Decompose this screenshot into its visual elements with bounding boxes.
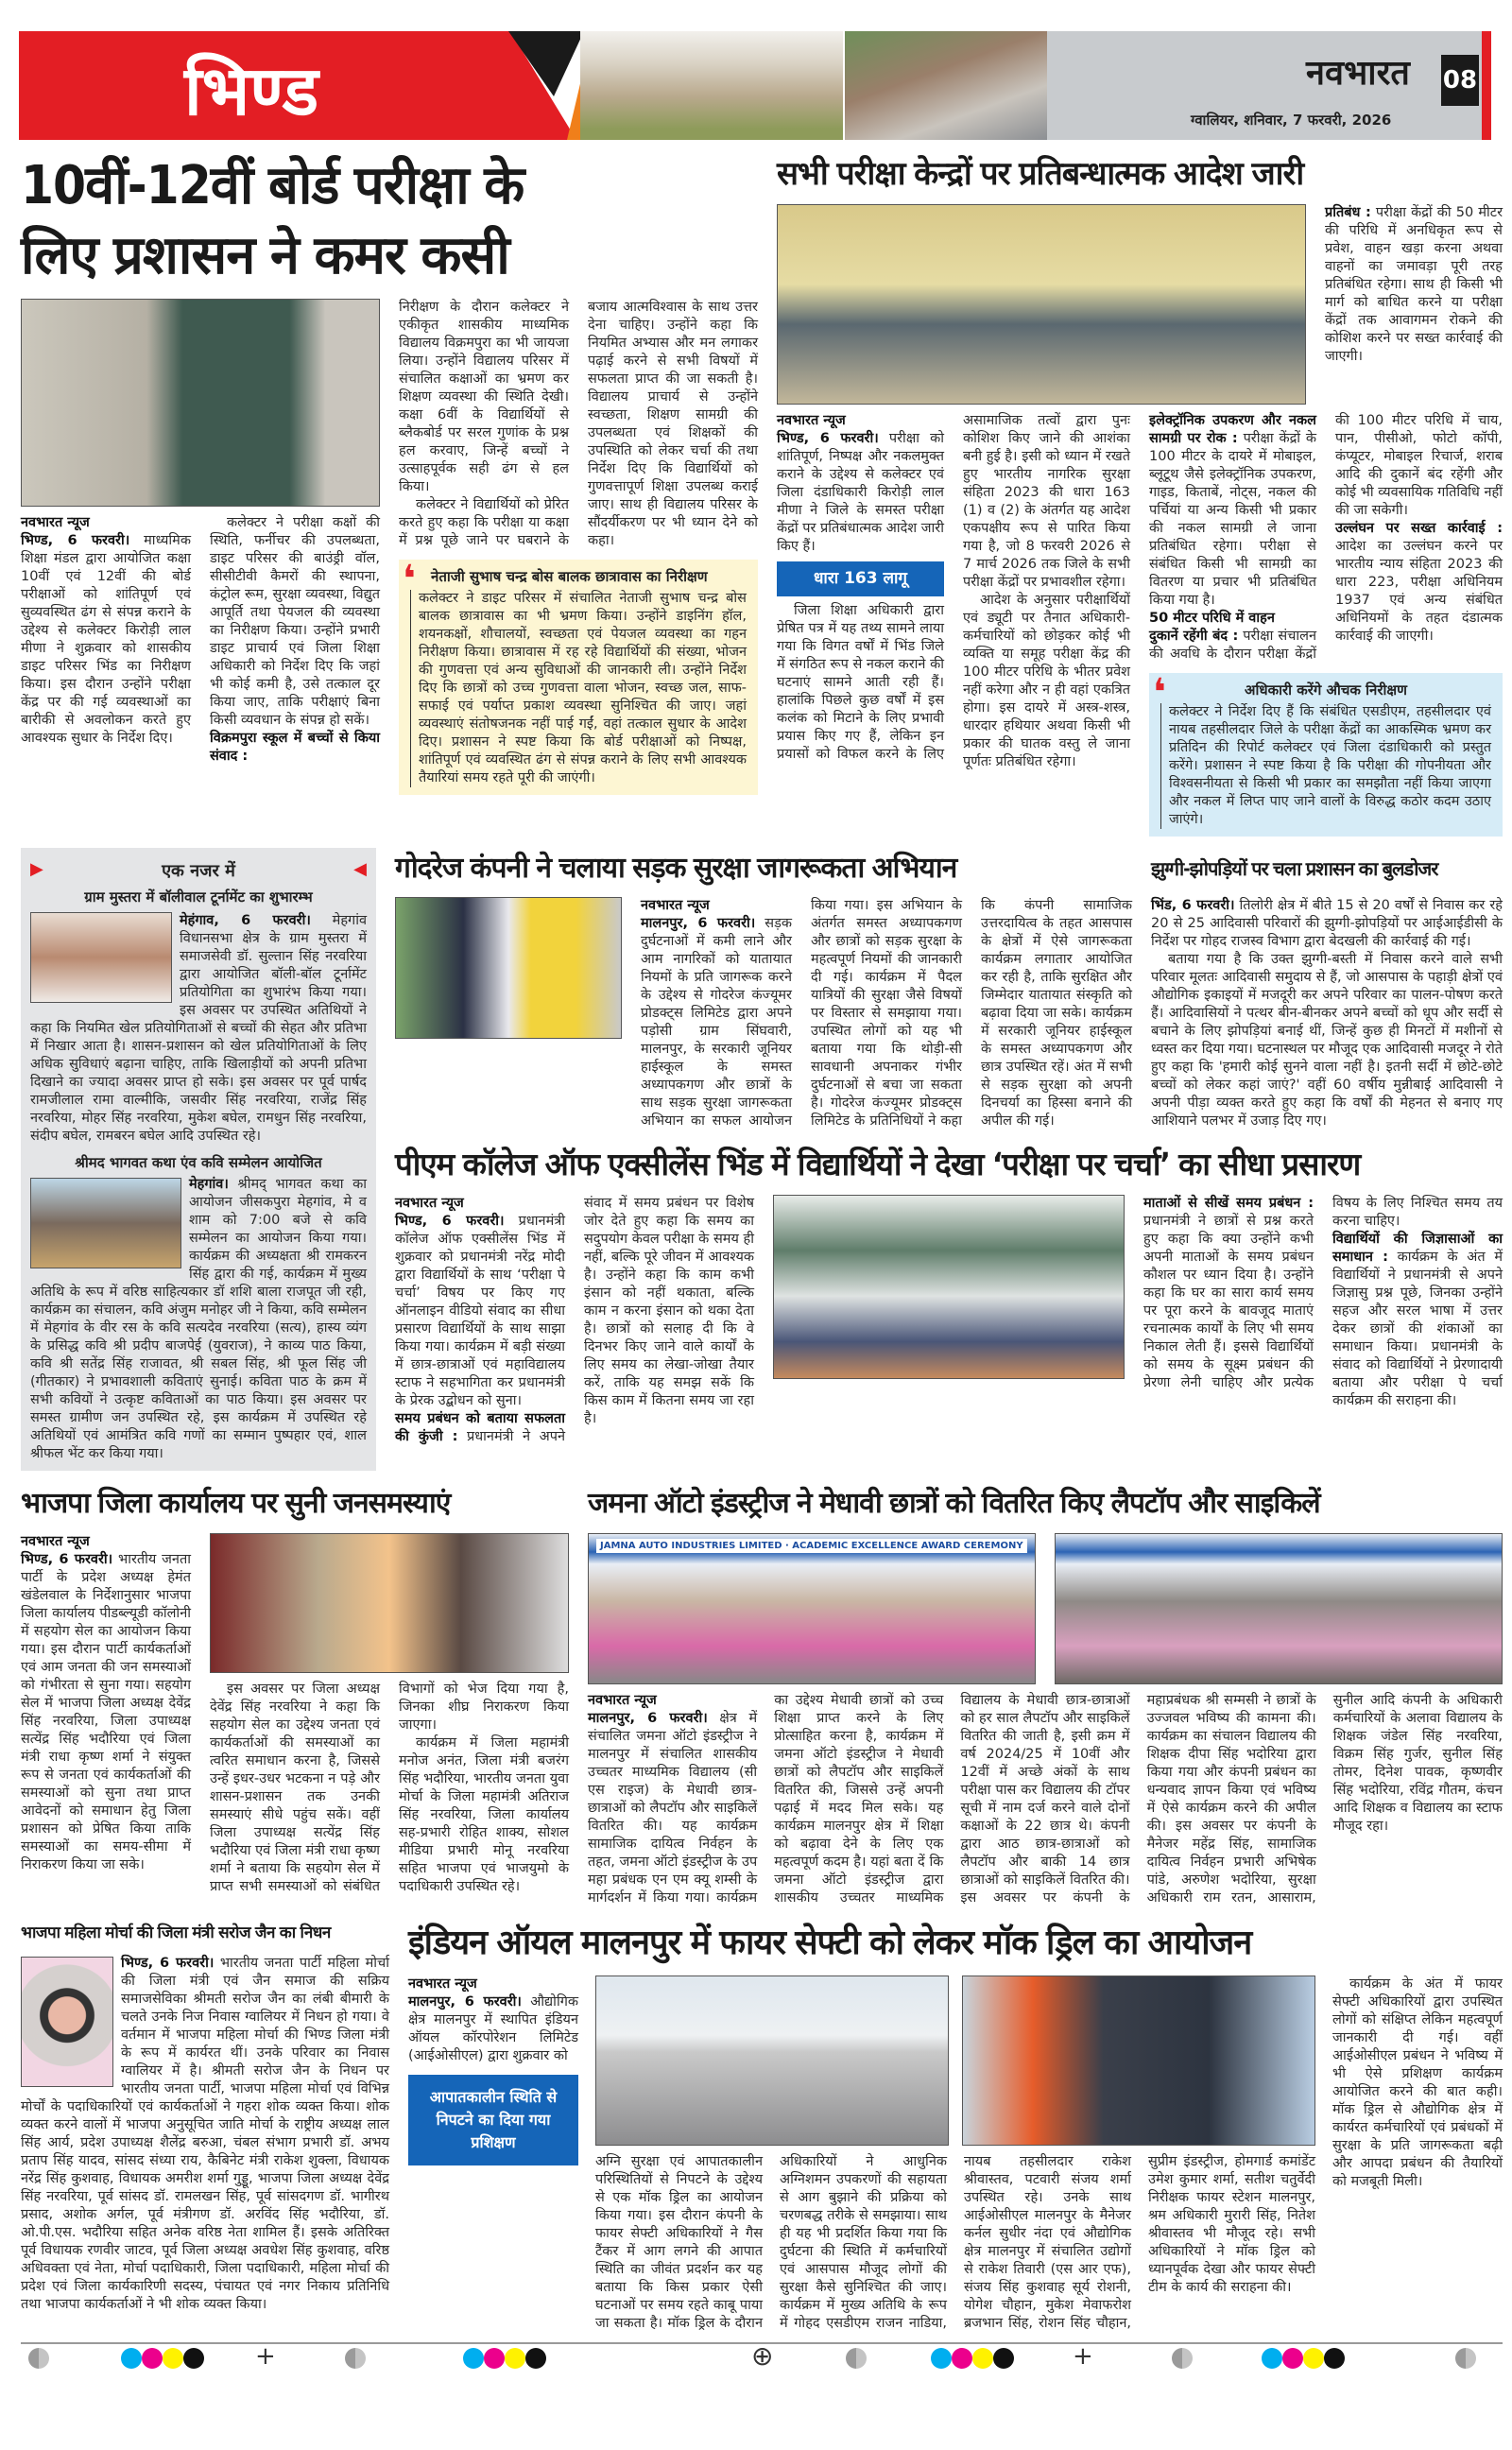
ioc-col-last: कार्यक्रम के अंत में फायर सेफ्टी अधिकारियों द्वारा उपस्थित लोगों को संक्षिप्त लेकिन महत्वपूर्ण जानकारी दी गई। वहीं आईओसीएल प्रबंधन ने भविष्य में भी ऐसे प्रशिक्षण कार्यक्रम आयोजित करने की बात कही। मॉक ड्रिल से औद्योगिक क्षेत्र में कार्यरत कर्मचारियों एवं प्रबंधकों में सुरक्षा के प्रति जागरूकता बढ़ी और आपदा प्रबंधन की तैयारियों को मजबूती मिली। xyxy=(1332,1976,1503,2189)
quote-icon: ❛ xyxy=(1153,671,1166,715)
crosshair-icon: + xyxy=(255,2342,276,2371)
surprise-inspection-box xyxy=(1149,673,1503,837)
bulldozer-story: भिंड, 6 फरवरी। तिलोरी क्षेत्र में बीते 15 से 20 वर्षों से निवास कर रहे 20 से 25 आदिवासी परिवारों की झुग्गी-झोपड़ियों पर आईआईडीसी के निर्देश पर गोहद राजस्व विभाग द्वारा बेदखली की कार्रवाई की गई। बताया गया है कि उक्त झुग्गी-बस्ती में निवास करने वाले सभी परिवार मूलतः आदिवासी समुदाय से हैं, जो आसपास के पहाड़ी क्षेत्रों एवं औद्योगिक इकाइयों में मजदूरी कर अपने परिवार का पालन-पोषण करते हैं। आदिवासियों ने पत्थर बीन-बीनकर अपने बच्चों को धूप और सर्दी से बचाने के लिए झोपड़ियां बनाई थीं, जिन्हें कुछ ही मिनटों में मशीनों से ध्वस्त कर दिया गया। घटनास्थल पर मौजूद एक आदिवासी मजदूर ने रोते हुए कहा कि 'हमारी कोई सुनने वाला नहीं है। इतनी सर्दी में छोटे-छोटे बच्चों को लेकर कहां जाएं?' वहीं 60 वर्षीय मुन्नीबाई आदिवासी ने अपनी पीड़ा व्यक्त करते हुए कहा कि वर्षों की मेहनत से बनाए गए आशियाने पलभर में उजाड़ दिए गए। xyxy=(1151,898,1503,1129)
bhagwat-story: मेहगांव। श्रीमद् भागवत कथा का आयोजन जीसकपुरा मेहगांव, मे व शाम को 7:00 बजे से कवि सम्मेलन का आयोजन किया गया। कार्यक्रम की अध्यक्षता श्री रामकरन सिंह द्वारा की गई, कार्यक्रम में मुख्य अतिथि के रूप में वरिष्ठ साहित्यकार डॉ शशि बाला राजपूत जी रही, कार्यक्रम का संचालन, कवि अंजुम मनोहर जी ने किया, कवि सम्मेलन में मेहगांव के वीर रस के कवि सत्यदेव नरवरिया (सत्य), हास्य व्यंग के प्रसिद्ध कवि श्री प्रदीप बाजपेई (युवराज), ने काव्य पाठ किया, कवि श्री सतेंद्र सिंह राजावत, श्री सबल सिंह, श्री फूल सिंह जी (गीतकार) ने प्रभावशाली कविताएं सुनाई। कविता पाठ के क्रम में सभी कवियों ने उत्कृष्ट कविताओं का पाठ किया। इस अवसर पर समस्त ग्रामीण जन उपस्थित रहे, इस कार्यक्रम में उपस्थित रहे अतिथियों एवं आमंत्रित कवि गणों का सम्मान पुष्पहार एवं, शाल श्रीफल भेंट कर किया गया। xyxy=(30,1177,367,1461)
article-bjp-office xyxy=(21,1482,569,1896)
section-163-box: धारा 163 लागू xyxy=(777,561,944,596)
article-pariksha-pe-charcha xyxy=(395,1142,1503,1446)
triangle-right-icon: ▶ xyxy=(30,859,43,879)
row-bottom xyxy=(0,1919,1512,2333)
road-safety-photo xyxy=(395,897,622,1039)
headline-bjp-office: भाजपा जिला कार्यालय पर सुनी जनसमस्याएं xyxy=(21,1487,451,1520)
black-dot xyxy=(525,2348,546,2369)
newspaper-name: नवभारत xyxy=(1306,54,1410,93)
emergency-training-box: आपातकालीन स्थिति से निपटने का दिया गया प्रशिक्षण xyxy=(408,2075,578,2165)
saroj-jain-story: भिण्ड, 6 फरवरी। भारतीय जनता पार्टी महिला मोर्चा की जिला मंत्री एवं जैन समाज की सक्रिय समाजसेविका श्रीमती सरोज जैन का लंबी बीमारी के चलते उनके निज निवास ग्वालियर में निधन हो गया। वे वर्तमान में भाजपा महिला मोर्चा की भिण्ड जिला मंत्री के रूप में कार्यरत थीं। उनके परिवार का निवास ग्वालियर में है। श्रीमती सरोज जैन के निधन पर भारतीय जनता पार्टी, भाजपा महिला मोर्चा एवं विभिन्न मोर्चों के पदाधिकारियों एवं कार्यकर्ताओं ने गहरा शोक व्यक्त किया। शोक व्यक्त करने वालों में भाजपा अनुसूचित जाति मोर्चा के राष्ट्रीय अध्यक्ष लाल सिंह आर्य, प्रदेश उपाध्यक्ष शैलेंद्र बरुआ, चंबल संभाग प्रभारी डॉ. अभय प्रताप सिंह यादव, सांसद संध्या राय, कैबिनेट मंत्री राकेश शुक्ला, विधायक नरेंद्र सिंह कुशवाह, विधायक अमरीश शर्मा गुड्डू, भाजपा जिला अध्यक्ष देवेंद्र सिंह नरवरिया, पूर्व सांसद डॉ. रामलखन सिंह, पूर्व सांसदगण डॉ. भागीरथ प्रसाद, अशोक अर्गल, पूर्व मंत्रीगण डॉ. अरविंद सिंह भदौरिया, डॉ. ओ.पी.एस. भदौरिया सहित अनेक वरिष्ठ नेता शामिल हैं। इसके अतिरिक्त पूर्व विधायक रणवीर जाटव, पूर्व जिला अध्यक्ष अवधेश सिंह कुशवाह, वरिष्ठ अधिवक्ता एवं नेता, मोर्चा पदाधिकारी, जिला पदाधिकारी, महिला मोर्चा की प्रदेश एवं जिला कार्यकारिणी सदस्य, पंचायत एवं नगर निकाय प्रतिनिधि तथा भाजपा कार्यकर्ताओं ने भी शोक व्यक्त किया। xyxy=(21,1956,389,2312)
live-broadcast-photo xyxy=(773,1195,1125,1379)
article-indian-oil xyxy=(408,1919,1503,2333)
magenta-dot xyxy=(484,2348,505,2369)
black-dot xyxy=(993,2348,1014,2369)
laptop-distribution-photo xyxy=(1055,1533,1503,1684)
section-title: भिण्ड xyxy=(184,51,318,130)
row-middle xyxy=(0,848,1512,1471)
yellow-dot xyxy=(1303,2348,1324,2369)
award-banner-text: JAMNA AUTO INDUSTRIES LIMITED · ACADEMIC EXCELLENCE AWARD CEREMONY xyxy=(596,1539,1027,1553)
ioc-story: अग्नि सुरक्षा एवं आपातकालीन परिस्थितियों से निपटने के उद्देश्य से एक मॉक ड्रिल का आयोजन किया गया। इस दौरान कंपनी के फायर सेफ्टी अधिकारियों ने गैस टैंकर में आग लगने की आपात स्थिति का जीवंत प्रदर्शन कर यह बताया कि किस प्रकार ऐसी घटनाओं पर समय रहते काबू पाया जा सकता है। मॉक ड्रिल के दौरान अधिकारियों ने आधुनिक अग्निशमन उपकरणों की सहायता से आग बुझाने की प्रक्रिया को चरणबद्ध तरीके से समझाया। साथ ही यह भी प्रदर्शित किया गया कि दुर्घटना की स्थिति में कर्मचारियों एवं आसपास मौजूद लोगों की सुरक्षा कैसे सुनिश्चित की जाए। कार्यक्रम में मुख्य अतिथि के रूप में गोहद एसडीएम राजन नाडिया, नायब तहसीलदार राकेश श्रीवास्तव, पटवारी संजय शर्मा उपस्थित रहे। उनके साथ आईओसीएल मालनपुर के मैनेजर कर्नल सुधीर नंदा एवं औद्योगिक क्षेत्र मालनपुर में संचालित उद्योगों से राकेश तिवारी (एस आर एफ), संजय सिंह कुशवाह सूर्य रोशनी, योगेश चौहान, मुकेश मेवाफरोश ब्रजभान सिंह, रोशन सिंह चौहान, सुप्रीम इंडस्ट्रीज, होमगार्ड कमांडेंट उमेश कुमार शर्मा, सतीश चतुर्वेदी निरीक्षक फायर स्टेशन मालनपुर, श्रम अधिकारी मुरारी सिंह, नितेश श्रीवास्तव भी मौजूद रहे। सभी अधिकारियों ने मॉक ड्रिल को ध्यानपूर्वक देखा और फायर सेफ्टी टीम के कार्य की सराहना की। xyxy=(595,2154,1315,2331)
officials-lineup-photo xyxy=(962,1976,1315,2146)
cycle-distribution-photo xyxy=(588,1533,1036,1684)
hostel-inspection-box xyxy=(399,560,758,795)
article-prohibitory-lower: इलेक्ट्रॉनिक उपकरण और नकल सामग्री पर रोक : परीक्षा केंद्रों के 100 मीटर के दायरे में मोबाइल, ब्लूटूथ जैसे इलेक्ट्रॉनिक उपकरण, गाइड, किताबें, नोट्स, नकल की पर्चियां या अन्य किसी भी प्रकार की नकल सामग्री ले जाना प्रतिबंधित रहेगा। परीक्षा से संबंधित किसी भी सामग्री का वितरण या प्रचार भी प्रतिबंधित किया गया है। 50 मीटर परिधि में वाहन दुकानें रहेंगी बंद : परीक्षा संचालन की अवधि के दौरान परीक्षा केंद्रों की 100 मीटर परिधि में चाय, पान, पीसीओ, फोटो कॉपी, कंप्यूटर, मोबाइल रिचार्ज, शराब आदि की दुकानें बंद रहेंगी और कोई भी व्यवसायिक गतिविधि नहीं की जा सकेगी। उल्लंघन पर सख्त कार्रवाई : आदेश का उल्लंघन करने पर भारतीय न्याय संहिता 2023 की धारा 223, परीक्षा अधिनियम 1937 एवं अन्य संबंधित अधिनियमों के तहत दंडात्मक कार्रवाई की जाएगी। xyxy=(1149,413,1503,662)
bjp-col-1: नवभारत न्यूज भिण्ड, 6 फरवरी। भारतीय जनता पार्टी के प्रदेश अध्यक्ष हेमंत खंडेलवाल के निर्देशानुसार भाजपा जिला कार्यालय पीडब्ल्यूडी कॉलोनी में सहयोग सेल का आयोजन किया गया। इस दौरान पार्टी कार्यकर्ताओं एवं आम जनता की जन समस्याओं को गंभीरता से सुना गया। सहयोग सेल में भाजपा जिला अध्यक्ष देवेंद्र सिंह नरवरिया, जिला उपाध्यक्ष सत्येंद्र सिंह भदौरिया एवं जिला मंत्री राधा कृष्ण शर्मा ने संयुक्त रूप से जनता एवं कार्यकर्ताओं की समस्याओं को सुना तथा प्राप्त आवेदनों को समाधान हेतु जिला प्रशासन को प्रेषित किया ताकि समस्याओं का समय-सीमा में निराकरण किया जा सके। xyxy=(21,1534,191,1872)
article-prohibitory-order xyxy=(777,151,1503,837)
officials-photo xyxy=(777,204,1306,405)
saroj-jain-portrait xyxy=(21,1957,113,2087)
headline-bulldozer: झुग्गी-झोपड़ियों पर चला प्रशासन का बुलडोजर xyxy=(1151,857,1438,880)
article-jamna-auto xyxy=(588,1482,1503,1907)
article-prohibitory-side: प्रतिबंध : परीक्षा केंद्रों की 50 मीटर की परिधि में अनधिकृत रूप से प्रवेश, वाहन खड़ा करना अथवा वाहनों का जमावड़ा पूरी तरह प्रतिबंधित रहेगा। साथ ही किसी भी मार्ग को बाधित करने या परीक्षा केंद्रों तक आवागमन रोकने की कोशिश करने पर सख्त कार्रवाई की जाएगी। xyxy=(1325,205,1503,364)
bhagwat-title: श्रीमद भागवत कथा एंव कवि सम्मेलन आयोजित xyxy=(75,1154,322,1171)
headline-saroj-jain: भाजपा महिला मोर्चा की जिला मंत्री सरोज जैन का निधन xyxy=(21,1924,331,1942)
cyan-dot xyxy=(121,2348,142,2369)
jamna-story: नवभारत न्यूज मालनपुर, 6 फरवरी। क्षेत्र में संचालित जमना ऑटो इंडस्ट्रीज ने मालनपुर में संचालित शासकीय उच्चतर माध्यमिक विद्यालय (सी एस राइज) के मेधावी छात्र-छात्राओं को लैपटॉप और साइकिलें वितरित की। यह कार्यक्रम सामाजिक दायित्व निर्वहन के तहत, जमना ऑटो इंडस्ट्रीज के उप महा प्रबंधक एन एम क्यू शम्सी के मार्गदर्शन में किया गया। कार्यक्रम का उद्देश्य मेधावी छात्रों को उच्च शिक्षा प्राप्त करने के लिए प्रोत्साहित करना है, कार्यक्रम में जमना ऑटो इंडस्ट्रीज ने मेधावी छात्रों को लैपटॉप और साइकिलें वितरित की, जिससे उन्हें अपनी पढ़ाई में मदद मिल सके। यह कार्यक्रम मालनपुर क्षेत्र में शिक्षा को बढ़ावा देने के लिए एक महत्वपूर्ण कदम है। यहां बता दें कि जमना ऑटो इंडस्ट्रीज द्वारा शासकीय उच्चतर माध्यमिक विद्यालय के मेधावी छात्र-छात्राओं को हर साल लैपटॉप और साइकिलें वितरित की जाती है, इसी क्रम में वर्ष 2024/25 में 10वीं और 12वीं में अच्छे अंकों के साथ परीक्षा पास कर विद्यालय की टॉपर सूची में नाम दर्ज करने वाले दोनों कक्षाओं के 22 छात्र थे। कंपनी द्वारा आठ छात्र-छात्राओं को लैपटॉप और बाकी 14 छात्र छात्राओं को साइकिलें वितरित की। इस अवसर पर कंपनी के महाप्रबंधक श्री सम्मसी ने छात्रों के उज्जवल भविष्य की कामना की। कार्यक्रम का संचालन विद्यालय की शिक्षक दीपा सिंह भदोरिया द्वारा किया गया और कंपनी प्रबंधन का धन्यवाद ज्ञापन किया एवं भविष्य में ऐसे कार्यक्रम करने की अपील की। इस अवसर पर कंपनी के मैनेजर महेंद्र सिंह, सामाजिक दायित्व निर्वहन प्रभारी अभिषेक पांडे, अरुणेश भदोरिया, सुरक्षा अधिकारी राम रतन, आसाराम, सुनील आदि कंपनी के अधिकारी कर्मचारियों के अलावा विद्यालय के शिक्षक जंडेल सिंह नरवरिया, विक्रम सिंह गुर्जर, सुनील सिंह तोमर, दिनेश पावक, कृष्णवीर सिंह भदोरिया, रविंद्र गौतम, कंचन आदि शिक्षक व विद्यालय का स्टाफ मौजूद रहा। xyxy=(588,1693,1503,1906)
cyan-dot xyxy=(1262,2348,1282,2369)
quote-icon: ❛ xyxy=(403,558,416,601)
magenta-dot xyxy=(952,2348,972,2369)
hostel-box-text: कलेक्टर ने डाइट परिसर में संचालित नेताजी सुभाष चन्द्र बोस बालक छात्रावास का भी भ्रमण किया। उन्होंने डाइनिंग हॉल, शयनकक्षों, शौचालयों, स्वच्छता एवं पेयजल व्यवस्था का गहन निरीक्षण किया। छात्रावास में रह रहे विद्यार्थियों की संख्या, भोजन की गुणवत्ता एवं अन्य सुविधाओं की जानकारी ली। उन्होंने निर्देश दिए कि छात्रों को उच्च गुणवत्ता वाला भोजन, स्वच्छ जल, साफ-सफाई एवं पर्याप्त प्रकाश व्यवस्था सुनिश्चित की जाए। जहां व्यवस्थाएं संतोषजनक नहीं पाई गईं, वहां तत्काल सुधार के आदेश दिए। प्रशासन ने स्पष्ट किया कि बोर्ड परीक्षाओं को निष्पक्ष, शांतिपूर्ण एवं व्यवस्थित ढंग से संपन्न कराने के लिए सभी आवश्यक तैयारियां समय रहते पूरी की जाएंगी। xyxy=(410,590,747,787)
masthead xyxy=(19,31,1493,140)
grey-dot xyxy=(28,2348,49,2369)
inspection-box-text: कलेक्टर ने निर्देश दिए हैं कि संबंधित एसडीएम, तहसीलदार एवं नायब तहसीलदार जिले के परीक्षा केंद्रों का आकस्मिक भ्रमण कर प्रतिदिन की रिपोर्ट कलेक्टर एवं जिला दंडाधिकारी को प्रस्तुत करेंगे। प्रशासन ने स्पष्ट किया है कि परीक्षा की गोपनीयता और विश्वसनीयता से किसी भी प्रकार का समझौता नहीं किया जाएगा और नकल में लिप्त पाए जाने वालों के विरुद्ध कठोर कदम उठाए जाएंगे। xyxy=(1160,703,1491,829)
dateline: ग्वालियर, शनिवार, 7 फरवरी, 2026 xyxy=(1191,112,1392,129)
red-edge xyxy=(1482,31,1491,140)
headline-jamna-auto: जमना ऑटो इंडस्ट्रीज ने मेधावी छात्रों को वितरित किए लैपटॉप और साइकिलें xyxy=(588,1487,1320,1520)
row-lower xyxy=(0,1482,1512,1907)
headline-indian-oil: इंडियन ऑयल मालनपुर में फायर सेफ्टी को लेकर मॉक ड्रिल का आयोजन xyxy=(408,1924,1252,1962)
row-top xyxy=(0,151,1512,837)
triangle-left-icon: ◀ xyxy=(353,859,367,879)
cyan-dot xyxy=(931,2348,952,2369)
headline-prohibitory-order: सभी परीक्षा केन्द्रों पर प्रतिबन्धात्मक आदेश जारी xyxy=(777,155,1304,193)
classroom-photo xyxy=(21,299,380,507)
yellow-dot xyxy=(163,2348,183,2369)
headline-pariksha-pe-charcha: पीएम कॉलेज ऑफ एक्सीलेंस भिंड में विद्यार्थियों ने देखा ‘परीक्षा पर चर्चा’ का सीधा प्रसारण xyxy=(395,1146,1361,1182)
article-board-exam-cols-b: निरीक्षण के दौरान कलेक्टर ने एकीकृत शासकीय माध्यमिक विद्यालय विक्रमपुरा का भी जायजा लिया। उन्होंने विद्यालय परिसर में संचालित कक्षाओं का भ्रमण कर शिक्षण व्यवस्था की स्थिति देखी। कक्षा 6वीं के विद्यार्थियों से ब्लैकबोर्ड पर सरल गुणांक के प्रश्न हल करवाए, जिन्हें बच्चों ने उत्साहपूर्वक सही ढंग से हल किया। कलेक्टर ने विद्यार्थियों को प्रेरित करते हुए कहा कि परीक्षा या कक्षा में प्रश्न पूछे जाने पर घबराने के बजाय आत्मविश्वास के साथ उत्तर देना चाहिए। उन्होंने कहा कि नियमित अभ्यास और मन लगाकर पढ़ाई करने से सभी विषयों में सफलता प्राप्त की जा सकती है। विद्यालय प्राचार्य से उन्होंने स्वच्छता, शिक्षण सामग्री की उपलब्धता एवं शिक्षकों की उपस्थिति को लेकर चर्चा की तथा निर्देश दिए कि विद्यार्थियों को गुणवत्तापूर्ण शिक्षा उपलब्ध कराई जाए। साथ ही विद्यालय परिसर के सौंदर्यीकरण पर भी ध्यान देने को कहा। xyxy=(399,300,758,548)
bjp-meeting-photo xyxy=(210,1533,569,1673)
fort-photo xyxy=(580,31,843,140)
yellow-dot xyxy=(972,2348,993,2369)
page-number: 08 xyxy=(1441,55,1479,106)
hostel-box-title: नेताजी सुभाष चन्द्र बोस बालक छात्रावास का निरीक्षण xyxy=(431,568,708,585)
headline-board-exam: 10वीं-12वीं बोर्ड परीक्षा के लिए प्रशासन ने कमर कसी xyxy=(21,155,524,286)
yellow-dot xyxy=(505,2348,525,2369)
article-godrej xyxy=(395,848,1132,1130)
volleyball-story: मेहंगाव, 6 फरवरी। मेहगांव विधानसभा क्षेत्र के ग्राम मुस्तरा में समाजसेवी डॉ. सुल्तान सिंह नरवरिया द्वारा आयोजित बॉली-बॉल टूर्नामेंट प्रतियोगिता का शुभारंभ किया गया। इस अवसर पर उपस्थित अतिथियों ने कहा कि नियमित खेल प्रतियोगिताओं से बच्चों की सेहत और प्रतिभा में निखार आता है। शासन-प्रशासन को खेल प्रतियोगिताओं के लिए अधिक सुविधाएं बढ़ाना चाहिए, ताकि खिलाड़ीयों को अपनी प्रतिभा दिखाने का ज्यादा अवसर प्राप्त हो सके। इस अवसर पर पूर्व पार्षद रामजीलाल रामा वाल्मीकि, जसवीर सिंह नरवरिया, राजेंद्र सिंह नरवरिया, मोहर सिंह नरवरिया, मुकेश बघेल, रामधुन सिंह नरवरिया, संदीप बघेल, रामबरन बघेल आदि उपस्थित रहे। xyxy=(30,913,368,1144)
grey-dot xyxy=(846,2348,867,2369)
pm-cols-left: नवभारत न्यूज भिण्ड, 6 फरवरी। प्रधानमंत्री कॉलेज ऑफ एक्सीलेंस भिंड में शुक्रवार को प्रधानमंत्री नरेंद्र मोदी द्वारा विद्यार्थियों के साथ ‘परीक्षा पे चर्चा’ विषय पर किए गए ऑनलाइन वीडियो संवाद का सीधा प्रसारण विद्यार्थियों के साथ साझा किया गया। कार्यक्रम में बड़ी संख्या में छात्र-छात्राओं एवं महाविद्यालय स्टाफ ने सहभागिता कर प्रधानमंत्री के प्रेरक उद्बोधन को सुना। समय प्रबंधन को बताया सफलता की कुंजी : प्रधानमंत्री ने अपने संवाद में समय प्रबंधन पर विशेष जोर देते हुए कहा कि समय का सदुपयोग केवल परीक्षा के समय ही नहीं, बल्कि पूरे जीवन में आवश्यक है। उन्होंने कहा कि काम कभी इंसान को नहीं थकाता, बल्कि काम न करना इंसान को थका देता है। छात्रों को सलाह दी कि वे दिनभर किए जाने वाले कार्यों के लिए समय का लेखा-जोखा तैयार करें, ताकि यह समझ सकें कि किस काम में कितना समय जा रहा है। xyxy=(395,1196,754,1444)
article-bulldozer xyxy=(1151,848,1503,1130)
volleyball-title: ग्राम मुस्तरा में बॉलीवाल टूर्नामेंट का शुभारम्भ xyxy=(84,889,313,906)
volleyball-photo xyxy=(30,912,172,1003)
at-a-glance-panel xyxy=(21,848,376,1471)
kavi-sammelan-photo xyxy=(30,1178,181,1268)
godrej-story: नवभारत न्यूज मालनपुर, 6 फरवरी। सड़क दुर्घटनाओं में कमी लाने और आम नागरिकों को यातायात नियमों के प्रति जागरूक करने के उद्देश्य से गोदरेज कंज्यूमर प्रोडक्ट्स लिमिटेड द्वारा अपने पड़ोसी ग्राम सिंघवारी, मालनपुर, के सरकारी जूनियर हाईस्कूल के समस्त अध्यापकगण और छात्रों के साथ सड़क सुरक्षा जागरूकता अभियान का सफल आयोजन किया गया। इस अभियान के अंतर्गत समस्त अध्यापकगण और छात्रों को सड़क सुरक्षा के महत्वपूर्ण नियमों की जानकारी दी गई। कार्यक्रम में पैदल यात्रियों की सुरक्षा जैसे विषयों पर विस्तार से समझाया गया। उपस्थित लोगों को यह भी बताया गया कि थोड़ी-सी सावधानी अपनाकर गंभीर दुर्घटनाओं से बचा जा सकता है। गोदरेज कंज्यूमर प्रोडक्ट्स लिमिटेड के प्रतिनिधियों ने कहा कि कंपनी सामाजिक उत्तरदायित्व के तहत आसपास के क्षेत्रों में ऐसे जागरूकता कार्यक्रम लगातार आयोजित कर रही है, ताकि सुरक्षित और जिम्मेदार यातायात संस्कृति को बढ़ावा दिया जा सके। कार्यक्रम में सरकारी जूनियर हाईस्कूल के समस्त अध्यापकगण और छात्र उपस्थित रहें। अंत में सभी से सड़क सुरक्षा को अपनी दिनचर्या का हिस्सा बनाने की अपील की गई। xyxy=(641,898,1132,1129)
target-icon: ⊕ xyxy=(751,2340,774,2372)
inspection-box-title: अधिकारी करेंगे औचक निरीक्षण xyxy=(1245,682,1407,699)
grey-dot xyxy=(345,2348,366,2369)
article-prohibitory-body: नवभारत न्यूज भिण्ड, 6 फरवरी। परीक्षा को शांतिपूर्ण, निष्पक्ष और नकलमुक्त कराने के उद्देश्य से कलेक्टर एवं जिला दंडाधिकारी किरोड़ी लाल मीणा ने जिले के समस्त परीक्षा केंद्रों पर प्रतिबंधात्मक आदेश जारी किए हैं। धारा 163 लागू जिला शिक्षा अधिकारी द्वारा प्रेषित पत्र में यह तथ्य सामने लाया गया कि विगत वर्षों में भिंड जिले में संगठित रूप से नकल कराने की घटनाएं सामने आती रही हैं। हालांकि पिछले कुछ वर्षों में इस कलंक को मिटाने के लिए प्रभावी प्रयास किए गए हैं, लेकिन इन प्रयासों को विफल करने के लिए असामाजिक तत्वों द्वारा पुनः कोशिश किए जाने की आशंका बनी हुई है। इसी को ध्यान में रखते हुए भारतीय नागरिक सुरक्षा संहिता 2023 की धारा 163 (1) व (2) के अंतर्गत यह आदेश एकपक्षीय रूप से पारित किया गया है, जो 8 फरवरी 2026 से 7 मार्च 2026 तक जिले के सभी परीक्षा केंद्रों पर प्रभावशील रहेगा। आदेश के अनुसार परीक्षार्थियों एवं ड्यूटी पर तैनात अधिकारी-कर्मचारियों को छोड़कर कोई भी व्यक्ति या समूह परीक्षा केंद्र की 100 मीटर परिधि के भीतर प्रवेश नहीं करेगा और न ही वहां एकत्रित होगा। इस दायरे में अस्त्र-शस्त्र, धारदार हथियार अथवा किसी भी प्रकार की घातक वस्तु ले जाना पूर्णतः प्रतिबंधित रहेगा। xyxy=(777,413,1130,769)
article-saroj-jain xyxy=(21,1919,389,2314)
crosshair-icon: + xyxy=(1073,2342,1093,2371)
article-board-exam-cols-a: नवभारत न्यूज भिण्ड, 6 फरवरी। माध्यमिक शिक्षा मंडल द्वारा आयोजित कक्षा 10वीं एवं 12वीं की बोर्ड परीक्षाओं को शांतिपूर्ण एवं सुव्यवस्थित ढंग से संपन्न कराने के उद्देश्य से कलेक्टर किरोड़ी लाल मीणा ने शुक्रवार को शासकीय डाइट परिसर भिंड का निरीक्षण किया। इस दौरान उन्होंने परीक्षा केंद्र पर की गई व्यवस्थाओं का बारीकी से अवलोकन करते हुए आवश्यक सुधार के निर्देश दिए। कलेक्टर ने परीक्षा कक्षों की स्थिति, फर्नीचर की उपलब्धता, डाइट परिसर की बाउंड्री वॉल, सीसीटीवी कैमरों की स्थापना, कंट्रोल रूम, सुरक्षा व्यवस्था, विद्युत आपूर्ति तथा पेयजल की व्यवस्था का निरीक्षण किया। उन्होंने प्रभारी डाइट प्राचार्य एवं जिला शिक्षा अधिकारी को निर्देश दिए कि जहां भी कोई कमी है, उसे तत्काल दूर किया जाए, ताकि परीक्षाएं बिना किसी व्यवधान के संपन्न हो सकें। विक्रमपुरा स्कूल में बच्चों से किया संवाद : xyxy=(21,515,380,764)
black-dot xyxy=(1324,2348,1345,2369)
grey-dot xyxy=(1172,2348,1193,2369)
headline-godrej: गोदरेज कंपनी ने चलाया सड़क सुरक्षा जागरूकता अभियान xyxy=(395,852,957,885)
grey-dot xyxy=(1455,2348,1476,2369)
article-board-exam xyxy=(21,151,758,795)
bjp-cols-rest: इस अवसर पर जिला अध्यक्ष देवेंद्र सिंह नरवरिया ने कहा कि सहयोग सेल का उद्देश्य जनता एवं कार्यकर्ताओं की समस्याओं का त्वरित समाधान करना है, जिससे उन्हें इधर-उधर भटकना न पड़े और शासन-प्रशासन तक उनकी समस्याएं सीधे पहुंच सकें। वहीं जिला उपाध्यक्ष सत्येंद्र सिंह भदौरिया एवं जिला मंत्री राधा कृष्ण शर्मा ने बताया कि सहयोग सेल में प्राप्त सभी समस्याओं को संबंधित विभागों को भेज दिया गया है, जिनका शीघ्र निराकरण किया जाएगा। कार्यक्रम में जिला महामंत्री मनोज अनंत, जिला मंत्री बजरंग सिंह भदौरिया, भारतीय जनता युवा मोर्चा के जिला महामंत्री अतिराज सिंह नरवरिया, जिला कार्यालय सह-प्रभारी रोहित शाक्य, सोशल मीडिया प्रभारी मोनू नरवरिया सहित भाजपा एवं भाजयुमो के पदाधिकारी उपस्थित रहे। xyxy=(210,1682,569,1894)
pm-cols-right: माताओं से सीखें समय प्रबंधन : प्रधानमंत्री ने छात्रों से प्रश्न करते हुए कहा कि क्या उन्होंने कभी अपनी माताओं के समय प्रबंधन कौशल पर ध्यान दिया है। उन्होंने कहा कि घर का सारा कार्य समय पर पूरा करने के बावजूद माताएं रचनात्मक कार्यों के लिए भी समय निकाल लेती हैं। इससे विद्यार्थियों को समय के सूक्ष्म प्रबंधन की प्रेरणा लेनी चाहिए और प्रत्येक विषय के लिए निश्चित समय तय करना चाहिए। विद्यार्थियों की जिज्ञासाओं का समाधान : कार्यक्रम के अंत में विद्यार्थियों ने प्रधानमंत्री से अपने जिज्ञासु प्रश्न पूछे, जिनका उन्होंने सहज और सरल भाषा में उत्तर देकर छात्रों की शंकाओं का समाधान किया। प्रधानमंत्री के संवाद को विद्यार्थियों ने प्रेरणादायी बताया और परीक्षा पे चर्चा कार्यक्रम की सराहना की। xyxy=(1143,1196,1503,1408)
ioc-col-1: नवभारत न्यूज मालनपुर, 6 फरवरी। औद्योगिक क्षेत्र मालनपुर में स्थापित इंडियन ऑयल कॉरपोरेशन लिमिटेड (आईओसीएल) द्वारा शुक्रवार को आपातकालीन स्थिति से निपटने का दिया गया प्रशिक्षण xyxy=(408,1976,578,2165)
black-dot xyxy=(183,2348,204,2369)
magenta-dot xyxy=(1282,2348,1303,2369)
cyan-dot xyxy=(463,2348,484,2369)
print-registration-marks xyxy=(0,2340,1512,2374)
glance-title: ▶ एक नजर में ◀ xyxy=(30,859,367,881)
magenta-dot xyxy=(142,2348,163,2369)
ghat-photo xyxy=(845,31,1047,140)
mock-drill-photo xyxy=(595,1976,949,2146)
